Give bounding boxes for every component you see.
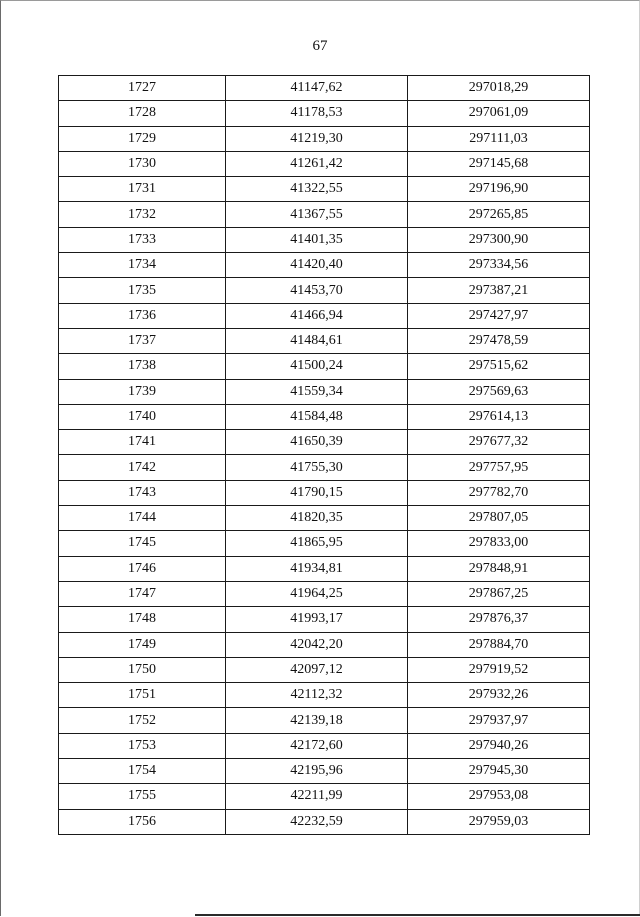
x-coordinate-cell: 41401,35 bbox=[226, 227, 408, 252]
y-coordinate-cell: 297959,03 bbox=[408, 809, 590, 834]
point-number-cell: 1736 bbox=[59, 303, 226, 328]
table-row bbox=[59, 328, 590, 353]
point-number-cell: 1743 bbox=[59, 480, 226, 505]
table-row bbox=[59, 101, 590, 126]
x-coordinate-cell: 41178,53 bbox=[226, 101, 408, 126]
x-coordinate-cell: 41865,95 bbox=[226, 531, 408, 556]
page-number: 67 bbox=[312, 38, 328, 54]
table-row bbox=[59, 607, 590, 632]
point-number-cell: 1735 bbox=[59, 278, 226, 303]
point-number-cell: 1752 bbox=[59, 708, 226, 733]
x-coordinate-cell: 41820,35 bbox=[226, 506, 408, 531]
coordinates-table-body bbox=[59, 76, 590, 835]
x-coordinate-cell: 42097,12 bbox=[226, 657, 408, 682]
x-coordinate-cell: 41934,81 bbox=[226, 556, 408, 581]
table-row bbox=[59, 809, 590, 834]
point-number-cell: 1744 bbox=[59, 506, 226, 531]
table-row bbox=[59, 278, 590, 303]
point-number-cell: 1755 bbox=[59, 784, 226, 809]
point-number-cell: 1750 bbox=[59, 657, 226, 682]
x-coordinate-cell: 41484,61 bbox=[226, 328, 408, 353]
y-coordinate-cell: 297884,70 bbox=[408, 632, 590, 657]
y-coordinate-cell: 297940,26 bbox=[408, 733, 590, 758]
y-coordinate-cell: 297614,13 bbox=[408, 404, 590, 429]
y-coordinate-cell: 297807,05 bbox=[408, 506, 590, 531]
table-row bbox=[59, 354, 590, 379]
y-coordinate-cell: 297515,62 bbox=[408, 354, 590, 379]
coordinates-table bbox=[58, 75, 590, 835]
table-row bbox=[59, 759, 590, 784]
point-number-cell: 1749 bbox=[59, 632, 226, 657]
table-row bbox=[59, 632, 590, 657]
y-coordinate-cell: 297111,03 bbox=[408, 126, 590, 151]
y-coordinate-cell: 297478,59 bbox=[408, 328, 590, 353]
table-row bbox=[59, 379, 590, 404]
y-coordinate-cell: 297848,91 bbox=[408, 556, 590, 581]
x-coordinate-cell: 41650,39 bbox=[226, 430, 408, 455]
y-coordinate-cell: 297867,25 bbox=[408, 581, 590, 606]
table-row bbox=[59, 683, 590, 708]
x-coordinate-cell: 41453,70 bbox=[226, 278, 408, 303]
x-coordinate-cell: 41466,94 bbox=[226, 303, 408, 328]
x-coordinate-cell: 42195,96 bbox=[226, 759, 408, 784]
y-coordinate-cell: 297945,30 bbox=[408, 759, 590, 784]
point-number-cell: 1753 bbox=[59, 733, 226, 758]
point-number-cell: 1729 bbox=[59, 126, 226, 151]
x-coordinate-cell: 41559,34 bbox=[226, 379, 408, 404]
y-coordinate-cell: 297757,95 bbox=[408, 455, 590, 480]
x-coordinate-cell: 41500,24 bbox=[226, 354, 408, 379]
table-row bbox=[59, 708, 590, 733]
x-coordinate-cell: 41755,30 bbox=[226, 455, 408, 480]
table-row bbox=[59, 126, 590, 151]
y-coordinate-cell: 297196,90 bbox=[408, 177, 590, 202]
x-coordinate-cell: 41367,55 bbox=[226, 202, 408, 227]
table-row bbox=[59, 253, 590, 278]
table-row bbox=[59, 480, 590, 505]
table-row bbox=[59, 430, 590, 455]
table-row bbox=[59, 202, 590, 227]
y-coordinate-cell: 297145,68 bbox=[408, 151, 590, 176]
y-coordinate-cell: 297876,37 bbox=[408, 607, 590, 632]
point-number-cell: 1732 bbox=[59, 202, 226, 227]
y-coordinate-cell: 297265,85 bbox=[408, 202, 590, 227]
x-coordinate-cell: 42112,32 bbox=[226, 683, 408, 708]
y-coordinate-cell: 297387,21 bbox=[408, 278, 590, 303]
point-number-cell: 1751 bbox=[59, 683, 226, 708]
x-coordinate-cell: 41322,55 bbox=[226, 177, 408, 202]
table-row bbox=[59, 556, 590, 581]
point-number-cell: 1738 bbox=[59, 354, 226, 379]
bottom-rule bbox=[195, 914, 640, 916]
table-row bbox=[59, 404, 590, 429]
x-coordinate-cell: 41147,62 bbox=[226, 76, 408, 101]
table-row bbox=[59, 303, 590, 328]
y-coordinate-cell: 297677,32 bbox=[408, 430, 590, 455]
y-coordinate-cell: 297953,08 bbox=[408, 784, 590, 809]
point-number-cell: 1737 bbox=[59, 328, 226, 353]
point-number-cell: 1734 bbox=[59, 253, 226, 278]
x-coordinate-cell: 42211,99 bbox=[226, 784, 408, 809]
point-number-cell: 1754 bbox=[59, 759, 226, 784]
table-row bbox=[59, 733, 590, 758]
point-number-cell: 1741 bbox=[59, 430, 226, 455]
y-coordinate-cell: 297932,26 bbox=[408, 683, 590, 708]
x-coordinate-cell: 41790,15 bbox=[226, 480, 408, 505]
table-row bbox=[59, 581, 590, 606]
y-coordinate-cell: 297061,09 bbox=[408, 101, 590, 126]
x-coordinate-cell: 41261,42 bbox=[226, 151, 408, 176]
table-row bbox=[59, 76, 590, 101]
point-number-cell: 1733 bbox=[59, 227, 226, 252]
point-number-cell: 1731 bbox=[59, 177, 226, 202]
y-coordinate-cell: 297300,90 bbox=[408, 227, 590, 252]
point-number-cell: 1742 bbox=[59, 455, 226, 480]
x-coordinate-cell: 42042,20 bbox=[226, 632, 408, 657]
y-coordinate-cell: 297833,00 bbox=[408, 531, 590, 556]
point-number-cell: 1756 bbox=[59, 809, 226, 834]
point-number-cell: 1730 bbox=[59, 151, 226, 176]
x-coordinate-cell: 42232,59 bbox=[226, 809, 408, 834]
y-coordinate-cell: 297427,97 bbox=[408, 303, 590, 328]
y-coordinate-cell: 297334,56 bbox=[408, 253, 590, 278]
x-coordinate-cell: 42139,18 bbox=[226, 708, 408, 733]
y-coordinate-cell: 297782,70 bbox=[408, 480, 590, 505]
point-number-cell: 1740 bbox=[59, 404, 226, 429]
point-number-cell: 1747 bbox=[59, 581, 226, 606]
x-coordinate-cell: 41993,17 bbox=[226, 607, 408, 632]
point-number-cell: 1739 bbox=[59, 379, 226, 404]
y-coordinate-cell: 297919,52 bbox=[408, 657, 590, 682]
table-row bbox=[59, 531, 590, 556]
table-row bbox=[59, 227, 590, 252]
table-row bbox=[59, 151, 590, 176]
point-number-cell: 1728 bbox=[59, 101, 226, 126]
table-row bbox=[59, 177, 590, 202]
x-coordinate-cell: 41964,25 bbox=[226, 581, 408, 606]
table-row bbox=[59, 657, 590, 682]
table-row bbox=[59, 784, 590, 809]
table-row bbox=[59, 506, 590, 531]
point-number-cell: 1727 bbox=[59, 76, 226, 101]
x-coordinate-cell: 41219,30 bbox=[226, 126, 408, 151]
point-number-cell: 1745 bbox=[59, 531, 226, 556]
y-coordinate-cell: 297569,63 bbox=[408, 379, 590, 404]
y-coordinate-cell: 297937,97 bbox=[408, 708, 590, 733]
x-coordinate-cell: 41584,48 bbox=[226, 404, 408, 429]
point-number-cell: 1748 bbox=[59, 607, 226, 632]
y-coordinate-cell: 297018,29 bbox=[408, 76, 590, 101]
x-coordinate-cell: 41420,40 bbox=[226, 253, 408, 278]
point-number-cell: 1746 bbox=[59, 556, 226, 581]
x-coordinate-cell: 42172,60 bbox=[226, 733, 408, 758]
table-row bbox=[59, 455, 590, 480]
